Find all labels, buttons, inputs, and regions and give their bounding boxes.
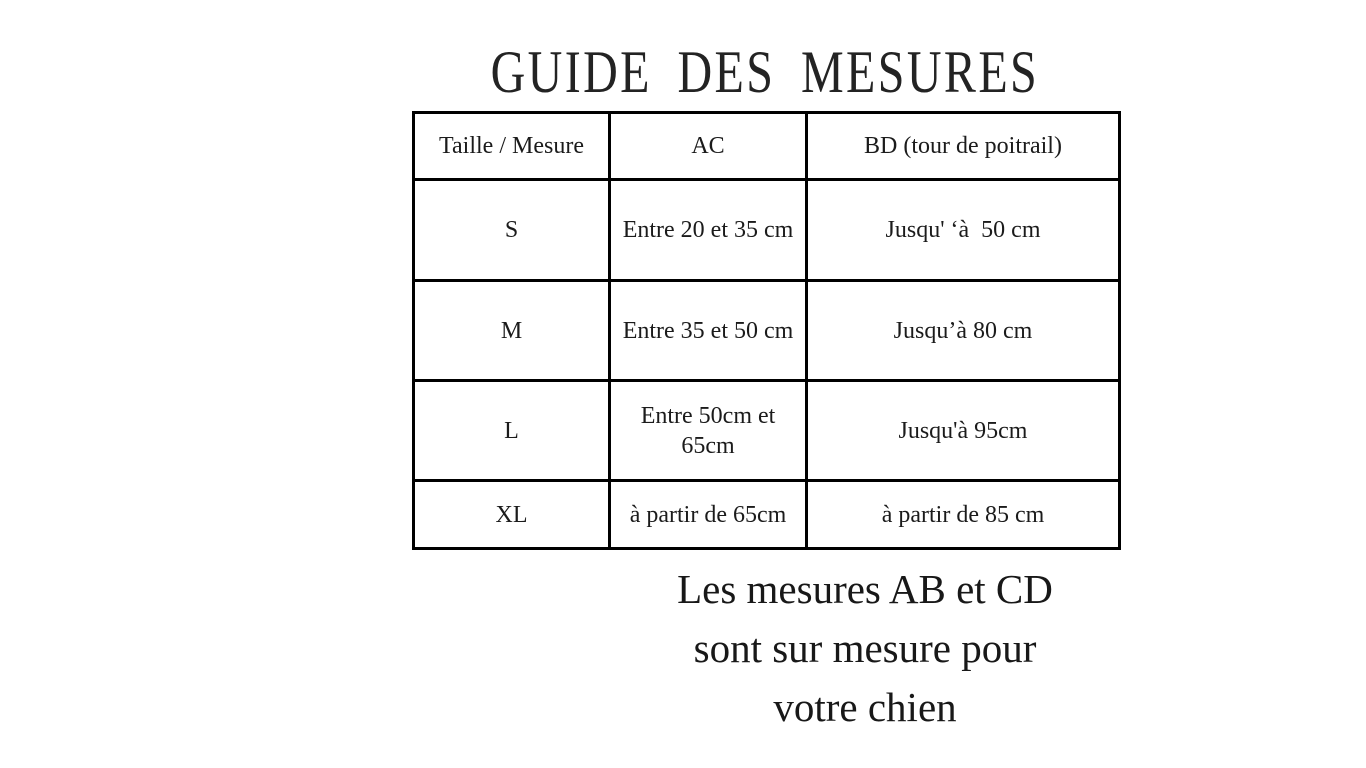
table-header-row xyxy=(414,113,1120,180)
size-table xyxy=(412,111,1121,550)
cell-bd-m: Jusqu’à 80 cm xyxy=(807,281,1120,381)
col-header-ac: AC xyxy=(610,113,807,180)
cell-taille-xl: XL xyxy=(414,481,610,549)
page-title-text: GUIDE DES MESURES xyxy=(490,39,1040,105)
page-title xyxy=(412,38,1118,107)
col-header-taille-mesure: Taille / Mesure xyxy=(414,113,610,180)
cell-taille-l: L xyxy=(414,381,610,481)
cell-bd-l: Jusqu'à 95cm xyxy=(807,381,1120,481)
cell-bd-s: Jusqu' ‘à 50 cm xyxy=(807,180,1120,281)
note-line-2: sont sur mesure pour xyxy=(693,625,1037,671)
table-row-m xyxy=(414,281,1120,381)
note-line-3: votre chien xyxy=(773,684,957,730)
custom-measure-note xyxy=(565,560,1165,737)
cell-taille-s: S xyxy=(414,180,610,281)
table-row-s xyxy=(414,180,1120,281)
cell-ac-xl: à partir de 65cm xyxy=(610,481,807,549)
cell-ac-l: Entre 50cm et 65cm xyxy=(610,381,807,481)
cell-ac-m: Entre 35 et 50 cm xyxy=(610,281,807,381)
col-header-bd: BD (tour de poitrail) xyxy=(807,113,1120,180)
table-row-l xyxy=(414,381,1120,481)
table-row-xl xyxy=(414,481,1120,549)
cell-bd-xl: à partir de 85 cm xyxy=(807,481,1120,549)
cell-taille-m: M xyxy=(414,281,610,381)
cell-ac-s: Entre 20 et 35 cm xyxy=(610,180,807,281)
note-line-1: Les mesures AB et CD xyxy=(677,566,1053,612)
